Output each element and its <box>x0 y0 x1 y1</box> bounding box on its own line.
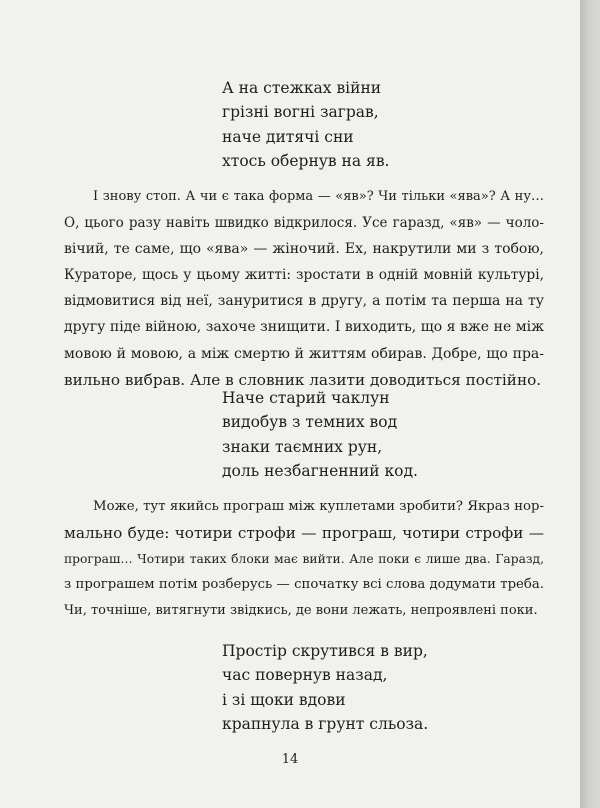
prose-line: мовою й мовою, а між смертю й життям обирав. Добре, що пра- <box>64 345 544 362</box>
prose-line: Чи, точніше, витягнути звідкись, де вони лежать, непроявлені поки. <box>64 603 538 619</box>
prose-line: мально буде: чотири строфи — програш, чотири строфи — <box>64 524 544 543</box>
verse-line: грізні вогні заграв, <box>222 103 379 122</box>
verse-line: А на стежках війни <box>222 79 382 97</box>
prose-line: О, цього разу навіть швидко відкрилося. Усе гаразд, «яв» — чоло- <box>64 215 544 232</box>
verse-line: крапнула в грунт сльоза. <box>222 714 429 733</box>
prose-line: І знову стоп. А чи є така форма — «яв»? Чи тільки «ява»? А ну… <box>93 189 544 204</box>
prose-line: Може, тут якийсь програш між куплетами зробити? Якраз нор- <box>93 499 544 514</box>
verse-line: видобув з темних вод <box>222 413 398 432</box>
poem-stanza-2 <box>222 386 418 483</box>
prose-line: відмовитися від неї, зануритися в другу, а потім та перша на ту <box>64 293 544 310</box>
prose-line: Кураторе, щось у цьому житті: зростати в одній мовній культурі, <box>64 267 544 284</box>
verse-line: хтось обернув на яв. <box>222 151 390 170</box>
poem-stanza-3 <box>222 639 428 736</box>
verse-line: доль незбагненний код. <box>222 461 418 480</box>
prose-paragraph-1 <box>64 184 544 393</box>
verse-line: час повернув назад, <box>222 666 388 685</box>
verse-line: наче дитячі сни <box>222 127 354 146</box>
page-edge <box>580 0 600 808</box>
prose-line: програш… Чотири таких блоки має вийти. Але поки є лише два. Гаразд, <box>64 552 544 567</box>
verse-line: Наче старий чаклун <box>222 389 390 407</box>
prose-line: вічий, те саме, що «ява» — жіночий. Ех, накрутили ми з тобою, <box>64 241 544 258</box>
verse-line: і зі щоки вдови <box>222 690 346 709</box>
prose-line: вильно вибрав. Але в словник лазити доводиться постійно. <box>64 370 542 389</box>
page-number: 14 <box>281 752 299 767</box>
poem-stanza-1 <box>222 76 390 173</box>
verse-line: Простір скрутився в вир, <box>222 642 428 660</box>
prose-line: другу піде війною, захоче знищити. І виходить, що я вже не між <box>64 319 544 336</box>
verse-line: знаки таємних рун, <box>222 437 383 456</box>
prose-line: з програшем потім розберусь — спочатку всі слова додумати треба. <box>64 577 544 593</box>
prose-paragraph-2 <box>64 494 544 624</box>
